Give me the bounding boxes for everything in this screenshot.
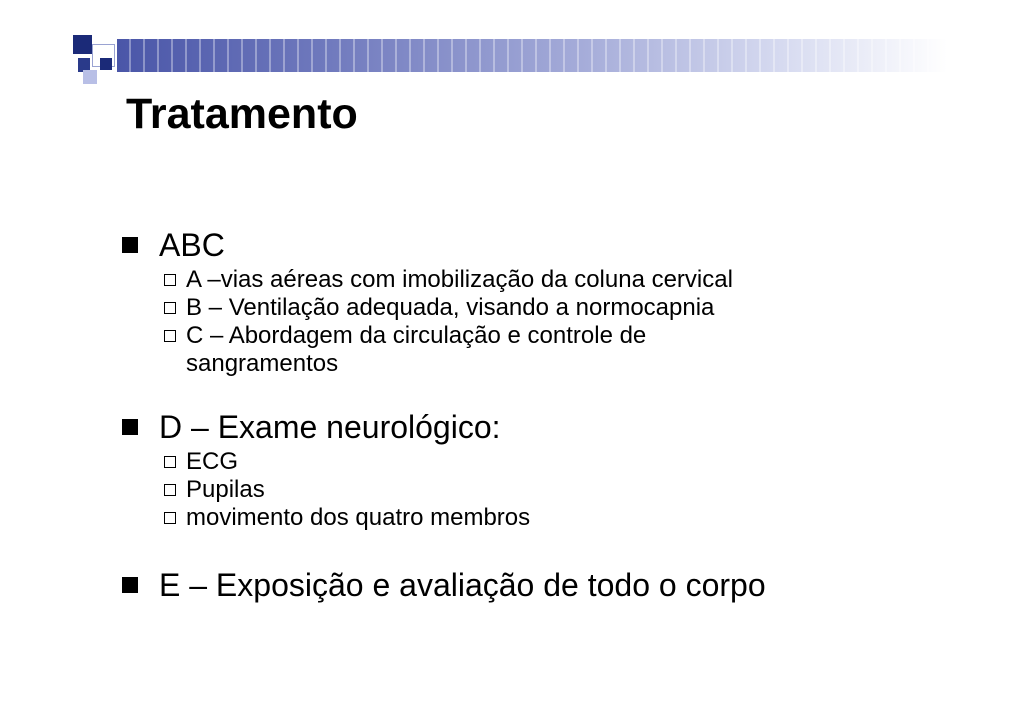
hollow-square-bullet-icon <box>164 484 176 496</box>
sub-list <box>164 266 962 378</box>
hollow-square-bullet-icon <box>164 456 176 468</box>
sub-item <box>164 448 962 476</box>
bullet-item <box>122 566 962 604</box>
sub-item-text: ECG <box>186 448 239 475</box>
sub-list <box>164 448 962 532</box>
hollow-square-bullet-icon <box>164 274 176 286</box>
sub-item <box>164 322 962 378</box>
square-bullet-icon <box>122 419 138 435</box>
sub-item <box>164 266 962 294</box>
hollow-square-bullet-icon <box>164 512 176 524</box>
sub-item-text: A –vias aéreas com imobilização da coluna cervical <box>186 266 733 293</box>
decorative-square <box>83 70 97 84</box>
bullet-group-d <box>122 408 962 532</box>
bullet-item <box>122 408 962 446</box>
sub-item-text: C – Abordagem da circulação e controle de sangramentos <box>186 322 647 377</box>
square-bullet-icon <box>122 237 138 253</box>
sub-item <box>164 504 962 532</box>
slide-title: Tratamento <box>126 90 358 138</box>
sub-item-text: B – Ventilação adequada, visando a normocapnia <box>186 294 715 321</box>
bullet-label: E – Exposição e avaliação de todo o corpo <box>159 567 766 603</box>
hollow-square-bullet-icon <box>164 330 176 342</box>
bullet-label: ABC <box>159 227 225 263</box>
header-gradient-bar <box>117 39 947 72</box>
bullet-label: D – Exame neurológico: <box>159 409 501 445</box>
decorative-square <box>73 35 92 54</box>
bullet-group-e <box>122 566 962 604</box>
sub-item <box>164 294 962 322</box>
hollow-square-bullet-icon <box>164 302 176 314</box>
bullet-item <box>122 226 962 264</box>
slide-content <box>122 226 962 604</box>
sub-item-text: Pupilas <box>186 476 265 503</box>
sub-item <box>164 476 962 504</box>
square-bullet-icon <box>122 577 138 593</box>
decorative-square <box>100 58 112 70</box>
sub-item-text: movimento dos quatro membros <box>186 504 531 531</box>
bullet-group-abc <box>122 226 962 378</box>
